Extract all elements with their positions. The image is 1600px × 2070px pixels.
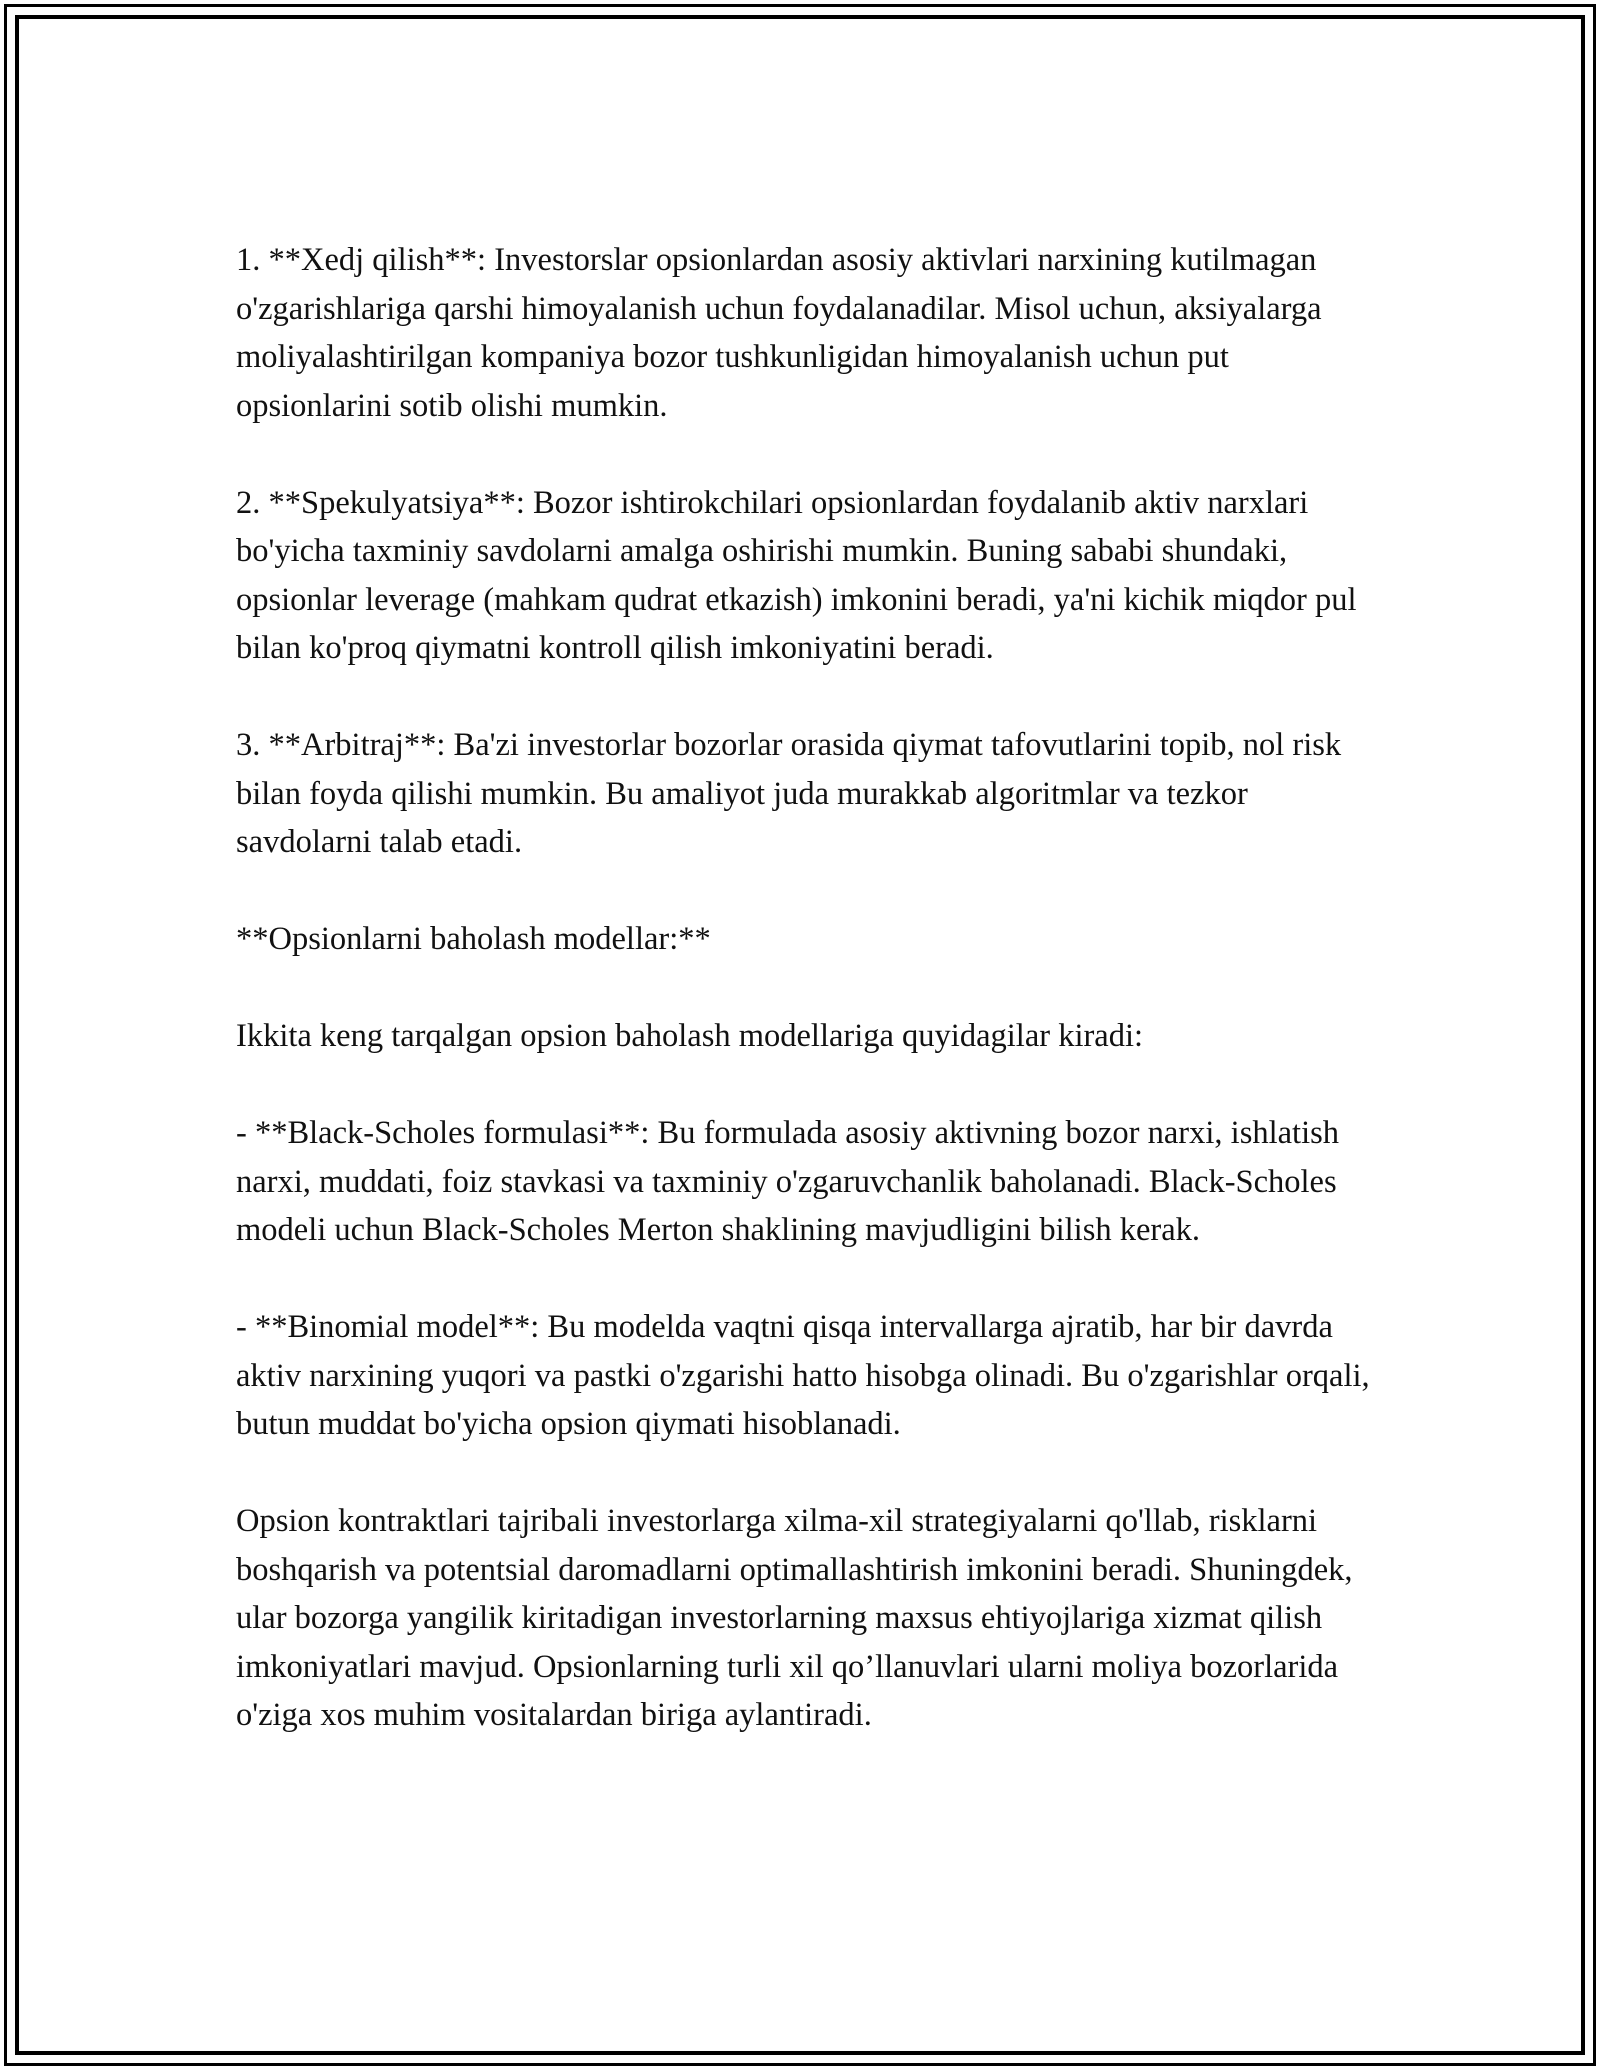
paragraph-hedging: 1. **Xedj qilish**: Investorslar opsionlardan asosiy aktivlari narxining kutilmagan o'zgarishlariga qarshi himoyalanish uchun foydalanadilar. Misol uchun, aksiyalarga moliyalashtirilgan kompaniya bozor tushkunligidan himoyalanish uchun put opsionlarini sotib olishi mumkin. (236, 242, 1322, 424)
list-item-black-scholes: - **Black-Scholes formulasi**: Bu formulada asosiy aktivning bozor narxi, ishlatish narxi, muddati, foiz stavkasi va taxminiy o'zgaruvchanlik baholanadi. Black-Scholes modeli uchun Black-Scholes Merton shaklining mavjudligini bilish kerak. (236, 1115, 1340, 1248)
paragraph-speculation: 2. **Spekulyatsiya**: Bozor ishtirokchilari opsionlardan foydalanib aktiv narxlari bo'yicha taxminiy savdolarni amalga oshirishi mumkin. Buning sababi shundaki, opsionlar leverage (mahkam qudrat etkazish) imkonini beradi, ya'ni kichik miqdor pul bilan ko'proq qiymatni kontroll qilish imkoniyatini beradi. (236, 484, 1357, 666)
document-body (236, 236, 1376, 1740)
paragraph-arbitrage: 3. **Arbitraj**: Ba'zi investorlar bozorlar orasida qiymat tafovutlarini topib, nol risk bilan foyda qilishi mumkin. Bu amaliyot juda murakkab algoritmlar va tezkor savdolarni talab etadi. (236, 727, 1342, 860)
paragraph-models-intro: Ikkita keng tarqalgan opsion baholash modellariga quyidagilar kiradi: (236, 1018, 1144, 1054)
list-item-binomial: - **Binomial model**: Bu modelda vaqtni qisqa intervallarga ajratib, har bir davrda aktiv narxining yuqori va pastki o'zgarishi hatto hisobga olinadi. Bu o'zgarishlar orqali, butun muddat bo'yicha opsion qiymati hisoblanadi. (236, 1309, 1370, 1442)
section-heading-pricing-models: **Opsionlarni baholash modellar:** (236, 921, 711, 957)
paragraph-conclusion: Opsion kontraktlari tajribali investorlarga xilma-xil strategiyalarni qo'llab, risklarni boshqarish va potentsial daromadlarni optimallashtirish imkonini beradi. Shuningdek, ular bozorga yangilik kiritadigan investorlarning maxsus ehtiyojlariga xizmat qilish imkoniyatlari mavjud. Opsionlarning turli xil qo’llanuvlari ularni moliya bozorlarida o'ziga xos muhim vositalardan biriga aylantiradi. (236, 1503, 1353, 1733)
